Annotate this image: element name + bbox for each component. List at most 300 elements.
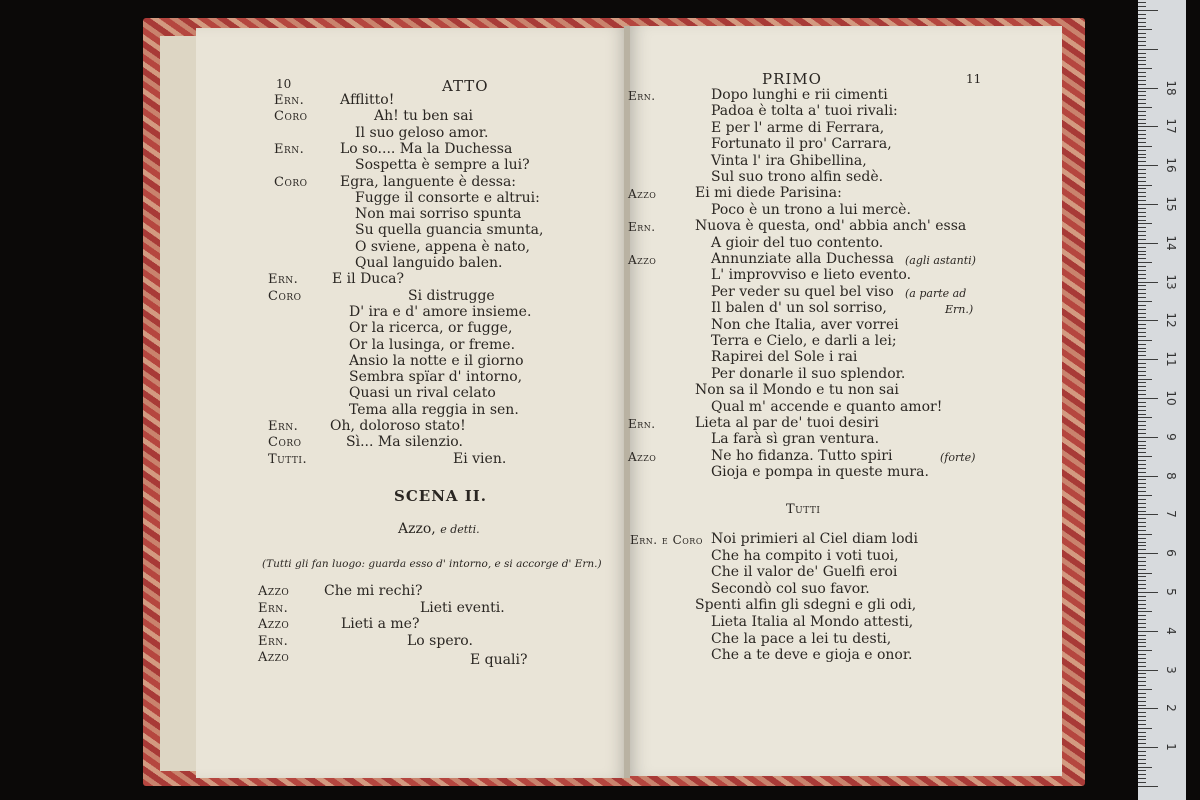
ruler-tick <box>1138 670 1158 671</box>
speaker-label: Coro <box>268 288 302 304</box>
ruler-tick <box>1138 751 1146 752</box>
verse-line: Ansio la notte e il giorno <box>349 352 524 369</box>
verse-line: Sul suo trono alfin sedè. <box>711 169 884 185</box>
ruler-tick <box>1138 456 1152 457</box>
ruler-tick <box>1138 662 1146 663</box>
verse-line: Ah! tu ben sai <box>374 108 474 125</box>
ruler-tick <box>1138 716 1146 717</box>
ruler-tick <box>1138 107 1152 108</box>
ruler-tick <box>1138 553 1158 554</box>
ruler-tick <box>1138 49 1158 50</box>
ruler-tick <box>1138 26 1146 27</box>
speaker-label: Ern. <box>268 419 299 434</box>
ruler-tick <box>1138 708 1158 709</box>
ruler-tick <box>1138 483 1146 484</box>
verse-line: Il balen d' un sol sorriso, <box>711 300 887 317</box>
ruler-tick <box>1138 169 1146 170</box>
ruler-tick <box>1138 243 1158 244</box>
ruler-tick <box>1138 538 1146 539</box>
ruler-tick <box>1138 448 1146 449</box>
ruler-tick <box>1138 227 1146 228</box>
verse-line: Nuova è questa, ond' abbia anch' essa <box>695 218 967 235</box>
ruler-tick <box>1138 99 1146 100</box>
ruler-tick <box>1138 747 1158 748</box>
ruler-number: 1 <box>1164 743 1178 751</box>
ruler-tick <box>1138 673 1146 674</box>
verse-line: Qual m' accende e quanto amor! <box>711 398 943 415</box>
ruler-tick <box>1138 778 1146 779</box>
ruler-tick <box>1138 355 1146 356</box>
verse-line: Su quella guancia smunta, <box>355 222 544 239</box>
ruler-tick <box>1138 80 1146 81</box>
verse-line: Terra e Cielo, e darli a lei; <box>711 333 897 349</box>
ruler-tick <box>1138 123 1146 124</box>
ruler-tick <box>1138 507 1146 508</box>
ruler-tick <box>1138 425 1146 426</box>
ruler-tick <box>1138 584 1146 585</box>
ruler-tick <box>1138 705 1146 706</box>
ruler-number: 14 <box>1164 235 1178 251</box>
ruler-tick <box>1138 103 1146 104</box>
stage-note: (agli astanti) <box>905 254 976 267</box>
verse-line: Il suo geloso amor. <box>355 124 489 141</box>
ruler-tick <box>1138 72 1146 73</box>
verse-line: Qual languido balen. <box>355 255 503 271</box>
ruler-tick <box>1138 576 1146 577</box>
ruler-tick <box>1138 545 1146 546</box>
ruler-tick <box>1138 386 1146 387</box>
verse-line: Si distrugge <box>408 287 495 304</box>
ruler-tick <box>1138 157 1146 158</box>
ruler-number: 15 <box>1164 196 1178 212</box>
stage-note: (a parte ad <box>905 286 967 300</box>
ruler-tick <box>1138 324 1146 325</box>
left-running-head: ATTO <box>442 77 489 95</box>
verse-line: Annunziate alla Duchessa <box>711 251 894 267</box>
ruler-tick <box>1138 608 1146 609</box>
ruler-tick <box>1138 220 1146 221</box>
verse-line: Rapirei del Sole i rai <box>711 349 858 366</box>
ruler-tick <box>1138 596 1146 597</box>
ruler-tick <box>1138 297 1146 298</box>
ruler-tick <box>1138 417 1152 418</box>
speaker-label: Azzo <box>628 449 657 464</box>
ruler-tick <box>1138 359 1158 360</box>
scene-title: SCENA II. <box>394 487 488 505</box>
ruler-tick <box>1138 526 1146 527</box>
dialogue-line: E quali? <box>470 652 528 668</box>
ruler-tick <box>1138 619 1146 620</box>
ruler-tick <box>1138 223 1152 224</box>
ruler-tick <box>1138 188 1146 189</box>
verse-line: D' ira e d' amore insieme. <box>349 303 532 320</box>
ruler-tick <box>1138 592 1158 593</box>
ruler-tick <box>1138 196 1146 197</box>
ruler-tick <box>1138 375 1146 376</box>
ruler-tick <box>1138 677 1146 678</box>
ruler-tick <box>1138 192 1146 193</box>
ruler-tick <box>1138 565 1146 566</box>
ruler-number: 6 <box>1164 549 1178 557</box>
ruler-tick <box>1138 344 1146 345</box>
ruler-tick <box>1138 68 1152 69</box>
dialogue-line: Lo spero. <box>407 632 473 649</box>
ruler-tick <box>1138 254 1146 255</box>
verse-line: Egra, languente è dessa: <box>340 173 517 190</box>
chorus-line: Noi primieri al Ciel diam lodi <box>711 531 918 547</box>
ruler-tick <box>1138 666 1146 667</box>
stage-direction: (Tutti gli fan luogo: guarda esso d' intorno, e si accorge d' Ern.) <box>262 558 602 570</box>
chorus-speaker: Ern. e Coro <box>630 533 703 547</box>
ruler-tick <box>1138 604 1146 605</box>
ruler-tick <box>1138 41 1146 42</box>
ruler-tick <box>1138 340 1152 341</box>
ruler-tick <box>1138 76 1146 77</box>
chorus-line: Che ha compito i voti tuoi, <box>711 547 899 564</box>
tutti-heading: Tutti <box>786 502 821 517</box>
ruler-tick <box>1138 161 1146 162</box>
ruler-tick <box>1138 379 1152 380</box>
ruler-tick <box>1138 402 1146 403</box>
ruler-tick <box>1138 635 1146 636</box>
ruler-tick <box>1138 421 1146 422</box>
ruler-tick <box>1138 165 1158 166</box>
ruler-tick <box>1138 518 1146 519</box>
ruler-tick <box>1138 580 1146 581</box>
ruler-tick <box>1138 511 1146 512</box>
ruler-tick <box>1138 495 1152 496</box>
ruler-tick <box>1138 57 1146 58</box>
speaker-label: Ern. <box>258 633 289 649</box>
scene-cast <box>398 521 480 538</box>
ruler-tick <box>1138 588 1146 589</box>
ruler-tick <box>1138 14 1146 15</box>
ruler-tick <box>1138 654 1146 655</box>
ruler-tick <box>1138 216 1146 217</box>
ruler-tick <box>1138 208 1146 209</box>
verse-line: L' improvviso e lieto evento. <box>711 267 912 284</box>
speaker-label: Ern. <box>274 141 305 157</box>
ruler-tick <box>1138 274 1146 275</box>
ruler-tick <box>1138 414 1146 415</box>
ruler-tick <box>1138 289 1146 290</box>
ruler-tick <box>1138 658 1146 659</box>
ruler-number: 4 <box>1164 626 1178 635</box>
speaker-label: Coro <box>274 109 308 125</box>
ruler-tick <box>1138 445 1146 446</box>
ruler-tick <box>1138 371 1146 372</box>
verse-line: Or la ricerca, or fugge, <box>349 320 513 337</box>
dialogue-line: Lieti eventi. <box>420 599 505 616</box>
ruler-number: 17 <box>1164 118 1178 135</box>
scene-cast-note: e detti. <box>440 523 480 536</box>
ruler-tick <box>1138 22 1146 23</box>
verse-line: Non che Italia, aver vorrei <box>711 316 899 333</box>
ruler-tick <box>1138 332 1146 333</box>
ruler-tick <box>1138 642 1146 643</box>
ruler-tick <box>1138 181 1146 182</box>
ruler-tick <box>1138 732 1146 733</box>
ruler-tick <box>1138 460 1146 461</box>
ruler-tick <box>1138 115 1146 116</box>
ruler-tick <box>1138 681 1146 682</box>
ruler-tick <box>1138 134 1146 135</box>
right-page-number: 11 <box>966 72 982 86</box>
ruler-number: 8 <box>1164 471 1178 480</box>
verse-line: Or la lusinga, or freme. <box>349 336 516 353</box>
verse-line: Ne ho fidanza. Tutto spiri <box>711 447 893 464</box>
speaker-label: Ern. <box>628 220 656 235</box>
ruler-tick <box>1138 615 1146 616</box>
ruler-tick <box>1138 33 1146 34</box>
ruler-tick <box>1138 646 1146 647</box>
verse-line: La farà sì gran ventura. <box>711 431 880 448</box>
ruler-tick <box>1138 557 1146 558</box>
ruler-tick <box>1138 258 1146 259</box>
chorus-line: Spenti alfin gli sdegni e gli odi, <box>695 597 917 614</box>
ruler-tick <box>1138 204 1158 205</box>
ruler-tick <box>1138 437 1158 438</box>
ruler-tick <box>1138 472 1146 473</box>
ruler-number: 18 <box>1164 79 1178 96</box>
verse-line: Lo so.... Ma la Duchessa <box>340 140 513 157</box>
ruler-tick <box>1138 464 1146 465</box>
left-page-number: 10 <box>276 77 292 91</box>
ruler-tick <box>1138 348 1146 349</box>
verse-line: Sembra spïar d' intorno, <box>349 369 523 386</box>
ruler-tick <box>1138 320 1158 321</box>
ruler-tick <box>1138 720 1146 721</box>
ruler-tick <box>1138 441 1146 442</box>
verse-line: Ei mi diede Parisina: <box>695 185 842 202</box>
ruler-tick <box>1138 200 1146 201</box>
speaker-label: Azzo <box>258 584 290 599</box>
ruler-tick <box>1138 611 1152 612</box>
ruler-tick <box>1138 29 1152 30</box>
ruler-tick <box>1138 689 1152 690</box>
ruler-tick <box>1138 37 1146 38</box>
verse-line: A gioir del tuo contento. <box>711 234 884 251</box>
chorus-line: Che il valor de' Guelfi eroi <box>711 564 898 581</box>
ruler-tick <box>1138 262 1152 263</box>
ruler-number: 3 <box>1164 665 1178 674</box>
ruler-tick <box>1138 549 1146 550</box>
ruler-tick <box>1138 398 1158 399</box>
ruler-tick <box>1138 503 1146 504</box>
ruler-tick <box>1138 235 1146 236</box>
ruler-tick <box>1138 573 1152 574</box>
ruler-tick <box>1138 53 1146 54</box>
ruler-tick <box>1138 429 1146 430</box>
ruler-tick <box>1138 697 1146 698</box>
ruler-number: 7 <box>1164 510 1178 519</box>
book-gutter <box>624 26 630 778</box>
ruler-tick <box>1138 328 1146 329</box>
ruler-tick <box>1138 336 1146 337</box>
ruler-tick <box>1138 18 1146 19</box>
ruler-tick <box>1138 317 1146 318</box>
ruler-tick <box>1138 146 1152 147</box>
ruler-tick <box>1138 767 1152 768</box>
verse-line: Per donarle il suo splendor. <box>711 365 906 382</box>
ruler-tick <box>1138 138 1146 139</box>
ruler-tick <box>1138 433 1146 434</box>
ruler-number: 5 <box>1164 588 1178 596</box>
verse-line: Quasi un rival celato <box>349 385 496 402</box>
speaker-label: Tutti. <box>268 451 308 467</box>
measuring-ruler <box>1138 0 1186 800</box>
chorus-line: Secondò col suo favor. <box>711 580 870 597</box>
stage-note: Ern.) <box>945 303 974 317</box>
ruler-tick <box>1138 394 1146 395</box>
ruler-tick <box>1138 247 1146 248</box>
speaker-label: Coro <box>274 174 308 190</box>
dialogue-line: Che mi rechi? <box>324 583 423 599</box>
ruler-tick <box>1138 410 1146 411</box>
ruler-tick <box>1138 84 1146 85</box>
ruler-tick <box>1138 728 1152 729</box>
ruler-tick <box>1138 476 1158 477</box>
ruler-tick <box>1138 111 1146 112</box>
ruler-tick <box>1138 60 1146 61</box>
ruler-number: 9 <box>1164 432 1178 441</box>
verse-line: Padoa è tolta a' tuoi rivali: <box>711 103 898 120</box>
speaker-label: Ern. <box>268 272 299 288</box>
speaker-label: Azzo <box>258 650 290 665</box>
ruler-tick <box>1138 650 1152 651</box>
ruler-tick <box>1138 530 1146 531</box>
ruler-tick <box>1138 390 1146 391</box>
ruler-tick <box>1138 239 1146 240</box>
ruler-tick <box>1138 491 1146 492</box>
ruler-tick <box>1138 313 1146 314</box>
chorus-line: Lieta Italia al Mondo attesti, <box>711 614 914 630</box>
ruler-tick <box>1138 561 1146 562</box>
ruler-tick <box>1138 173 1146 174</box>
verse-line: Ei vien. <box>453 450 507 467</box>
ruler-tick <box>1138 91 1146 92</box>
ruler-number: 16 <box>1164 157 1178 173</box>
speaker-label: Ern. <box>274 93 305 108</box>
ruler-number: 11 <box>1164 351 1178 367</box>
ruler-tick <box>1138 600 1146 601</box>
ruler-tick <box>1138 126 1158 127</box>
ruler-tick <box>1138 452 1146 453</box>
ruler-tick <box>1138 301 1152 302</box>
speaker-label: Coro <box>268 435 302 451</box>
verse-line: Gioja e pompa in queste mura. <box>711 464 929 481</box>
ruler-tick <box>1138 569 1146 570</box>
ruler-tick <box>1138 251 1146 252</box>
ruler-tick <box>1138 212 1146 213</box>
ruler-tick <box>1138 701 1146 702</box>
ruler-tick <box>1138 534 1152 535</box>
ruler-tick <box>1138 743 1146 744</box>
ruler-tick <box>1138 351 1146 352</box>
speaker-label: Ern. <box>628 89 656 103</box>
ruler-tick <box>1138 406 1146 407</box>
ruler-tick <box>1138 88 1158 89</box>
ruler-tick <box>1138 150 1146 151</box>
ruler-tick <box>1138 755 1146 756</box>
ruler-tick <box>1138 278 1146 279</box>
ruler-tick <box>1138 736 1146 737</box>
ruler-tick <box>1138 10 1158 11</box>
verse-line: Fortunato il pro' Carrara, <box>711 136 892 153</box>
dialogue-line: Lieti a me? <box>341 616 420 632</box>
ruler-tick <box>1138 639 1146 640</box>
stage-note: (forte) <box>940 450 976 464</box>
ruler-tick <box>1138 770 1146 771</box>
verse-line: Sì... Ma silenzio. <box>346 434 463 451</box>
ruler-tick <box>1138 285 1146 286</box>
ruler-tick <box>1138 6 1146 7</box>
ruler-tick <box>1138 685 1146 686</box>
ruler-tick <box>1138 759 1146 760</box>
ruler-tick <box>1138 231 1146 232</box>
ruler-tick <box>1138 763 1146 764</box>
ruler-tick <box>1138 739 1146 740</box>
flyleaf <box>160 36 200 771</box>
ruler-number: 12 <box>1164 312 1178 329</box>
ruler-tick <box>1138 514 1158 515</box>
verse-line: Vinta l' ira Ghibellina, <box>711 152 867 169</box>
ruler-tick <box>1138 177 1146 178</box>
ruler-tick <box>1138 64 1146 65</box>
scene-cast-name: Azzo, <box>398 521 436 537</box>
ruler-number: 13 <box>1164 273 1178 290</box>
ruler-tick <box>1138 542 1146 543</box>
ruler-tick <box>1138 782 1146 783</box>
speaker-label: Azzo <box>628 187 657 202</box>
speaker-label: Ern. <box>258 600 289 616</box>
speaker-label: Azzo <box>628 253 657 267</box>
ruler-tick <box>1138 499 1146 500</box>
ruler-tick <box>1138 724 1146 725</box>
ruler-tick <box>1138 487 1146 488</box>
ruler-tick <box>1138 142 1146 143</box>
chorus-line: Che la pace a lei tu desti, <box>711 630 892 647</box>
ruler-tick <box>1138 2 1146 3</box>
ruler-tick <box>1138 382 1146 383</box>
ruler-tick <box>1138 309 1146 310</box>
ruler-tick <box>1138 154 1146 155</box>
ruler-tick <box>1138 282 1158 283</box>
ruler-tick <box>1138 305 1146 306</box>
verse-line: Lieta al par de' tuoi desiri <box>695 415 879 431</box>
ruler-tick <box>1138 367 1146 368</box>
ruler-number: 10 <box>1164 390 1178 406</box>
speaker-label: Azzo <box>258 617 290 632</box>
ruler-tick <box>1138 774 1146 775</box>
verse-line: E per l' arme di Ferrara, <box>711 119 885 136</box>
verse-line: Poco è un trono a lui mercè. <box>711 201 911 218</box>
verse-line: Non sa il Mondo e tu non sai <box>695 382 899 399</box>
ruler-tick <box>1138 631 1158 632</box>
verse-line: Tema alla reggia in sen. <box>349 401 519 418</box>
chorus-line: Che a te deve e gioja e onor. <box>711 647 913 664</box>
ruler-tick <box>1138 293 1146 294</box>
verse-line: Fugge il consorte e altrui: <box>355 189 540 206</box>
ruler-tick <box>1138 119 1146 120</box>
speaker-label: Ern. <box>628 417 656 431</box>
ruler-tick <box>1138 266 1146 267</box>
ruler-tick <box>1138 693 1146 694</box>
ruler-tick <box>1138 363 1146 364</box>
ruler-tick <box>1138 786 1158 787</box>
ruler-tick <box>1138 130 1146 131</box>
ruler-tick <box>1138 479 1146 480</box>
